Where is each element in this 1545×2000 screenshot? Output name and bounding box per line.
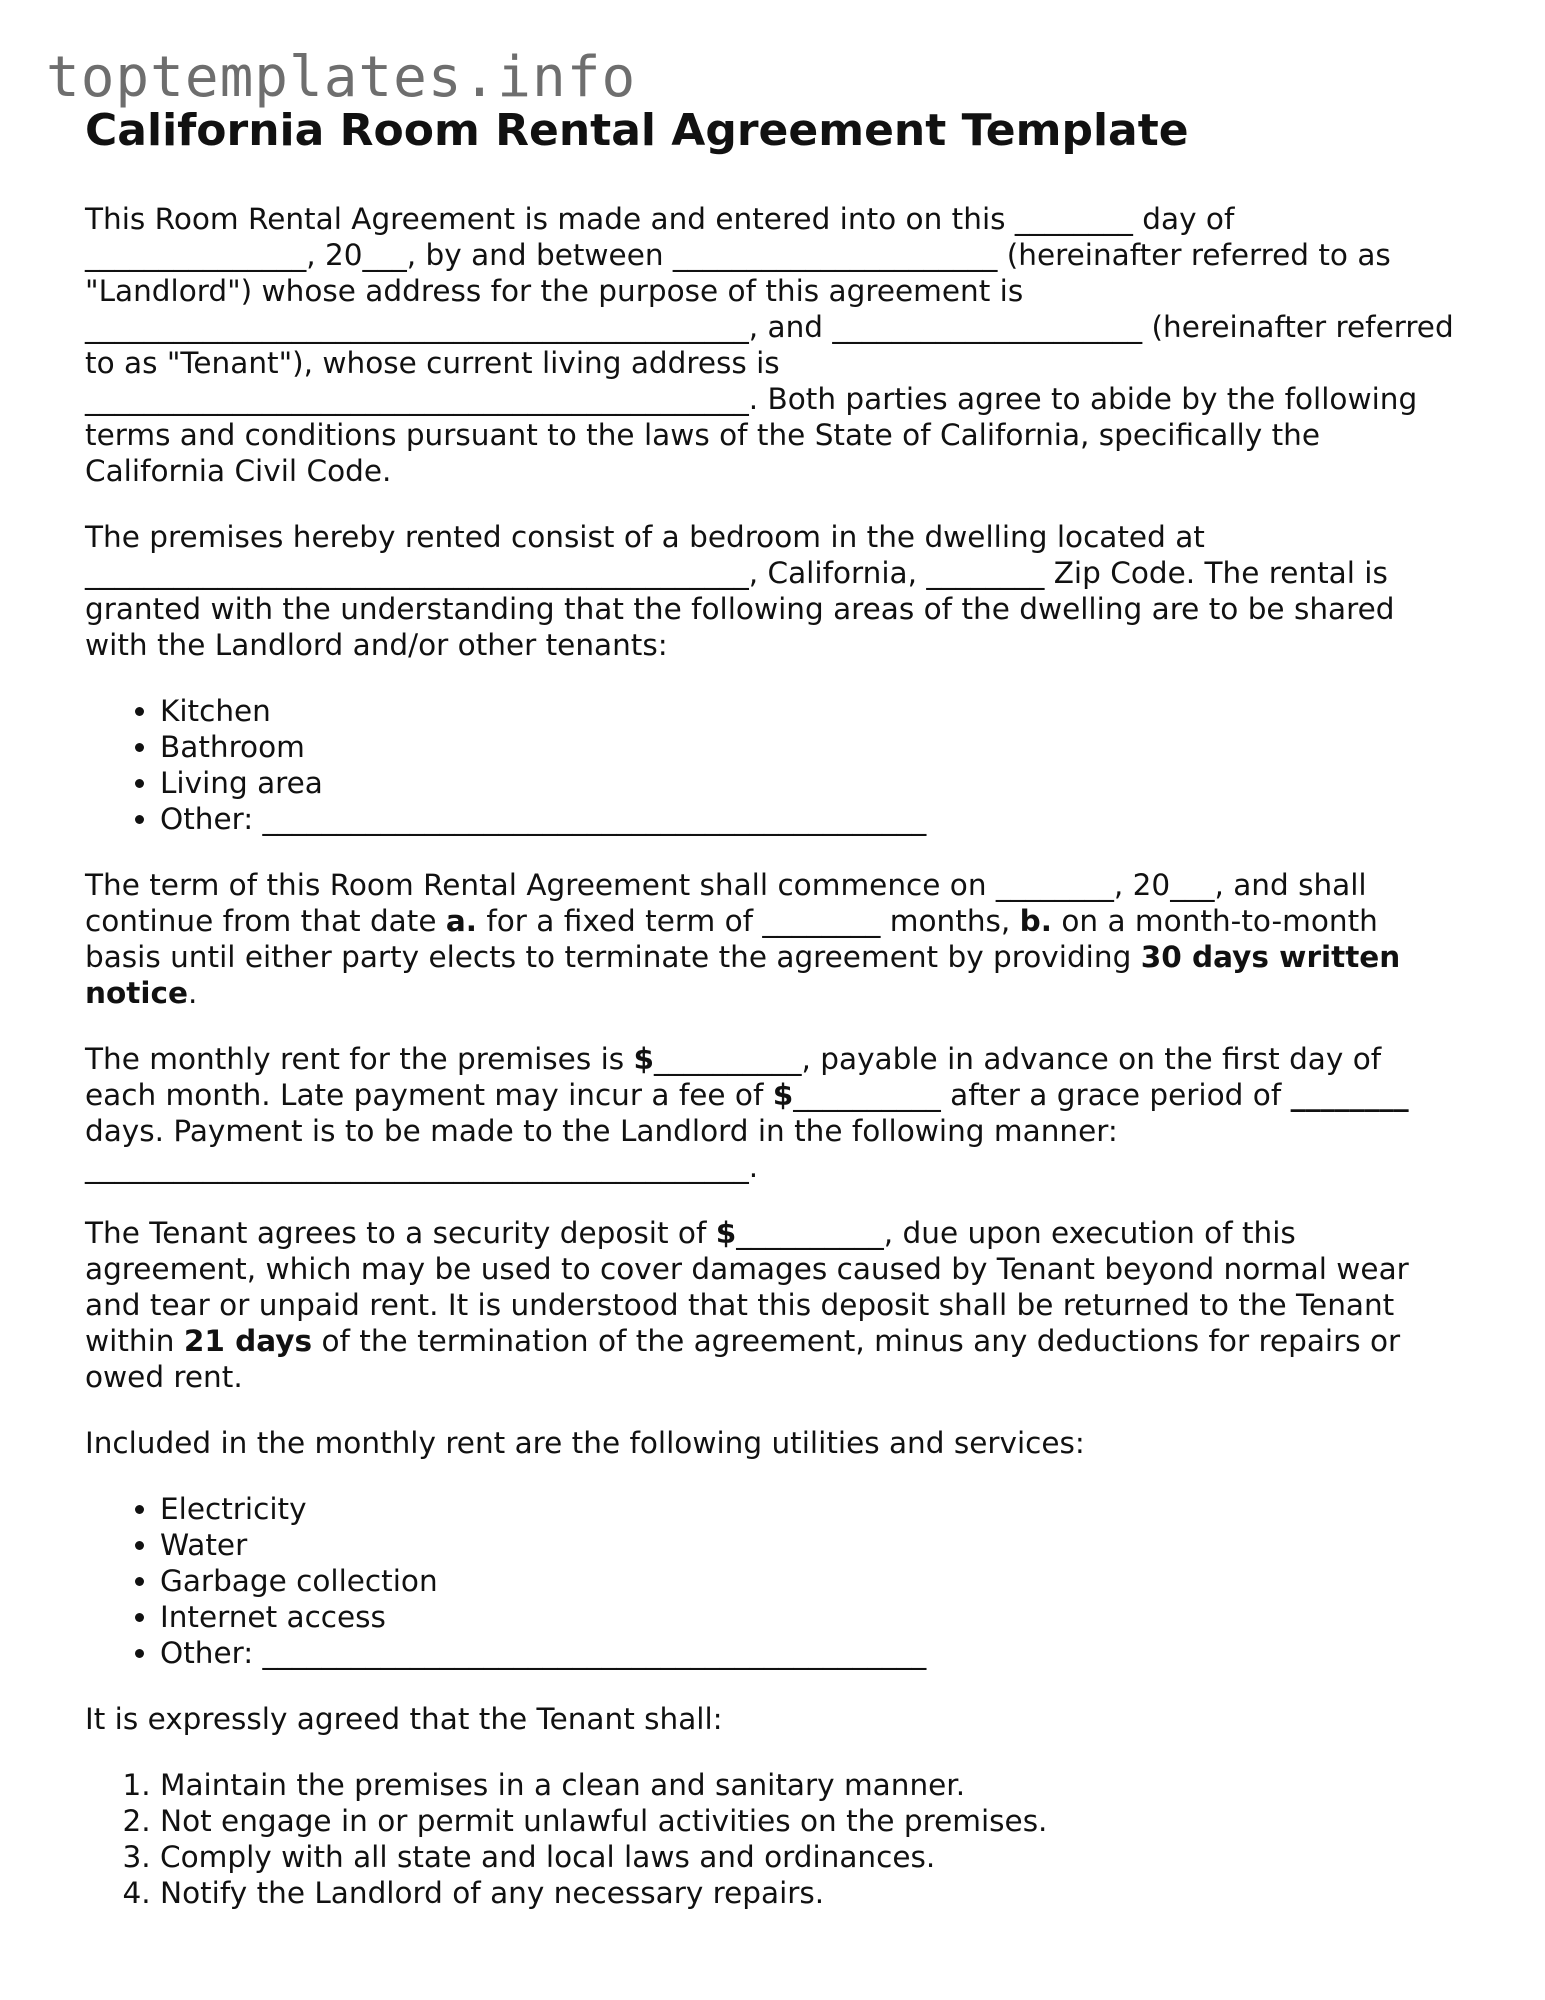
deposit-text: __________, due upon execution of this agreement, which may be used to cover damages caused by Tenant beyond normal wear and tear or unpaid rent. It is understood that this deposit shall be returned to the Tenant within (85, 1216, 1409, 1358)
rent-text: days. Payment is to be made to the Landlord in the following manner: _____________________________________________. (85, 1114, 1118, 1184)
list-item: • Other: _____________________________________________ (160, 1635, 1455, 1671)
document-title: California Room Rental Agreement Template (85, 105, 1189, 156)
term-paragraph (85, 867, 1455, 1011)
deposit-paragraph (85, 1215, 1455, 1395)
term-text: . (187, 976, 198, 1010)
grace-period-blank: ________ (1290, 1078, 1409, 1112)
list-item: • Other: _____________________________________________ (160, 801, 1455, 837)
rent-text: The monthly rent for the premises is (85, 1042, 634, 1076)
currency-symbol: $ (633, 1042, 655, 1076)
term-option-b: b. (1019, 904, 1052, 938)
currency-symbol: $ (715, 1216, 737, 1250)
intro-paragraph (85, 201, 1455, 489)
list-item: 1. Maintain the premises in a clean and sanitary manner. (160, 1767, 1455, 1803)
rent-paragraph (85, 1041, 1455, 1185)
deposit-return-period: 21 days (183, 1324, 313, 1358)
list-item: 4. Notify the Landlord of any necessary repairs. (160, 1875, 1455, 1911)
utilities-intro: Included in the monthly rent are the following utilities and services: (85, 1426, 1085, 1460)
document-page (85, 105, 1455, 1941)
rent-text: __________, payable in advance on the first day of each month. Late payment may incur a fee of (85, 1042, 1382, 1112)
list-item: • Bathroom (160, 729, 1455, 765)
premises-paragraph (85, 519, 1455, 663)
deposit-text: of the termination of the agreement, minus any deductions for repairs or owed rent. (85, 1324, 1401, 1394)
list-item: • Water (160, 1527, 1455, 1563)
shared-areas-list (85, 693, 1455, 837)
tenant-duties-intro: It is expressly agreed that the Tenant shall: (85, 1702, 723, 1736)
list-item: • Kitchen (160, 693, 1455, 729)
term-text: for a fixed term of ________ months, (476, 904, 1020, 938)
rent-text: __________ after a grace period of (793, 1078, 1291, 1112)
intro-text: This Room Rental Agreement is made and entered into on this ________ day of _______________, 20___, by and between ______________________ (hereinafter referred to as "Landlord") whose address for the purpose of this agreement is _____________________________________________, and _____________________ (hereinafter referred to as "Tenant"), whose current living address is _____________________________________________. Both parties agree to abide by the following terms and conditions pursuant to the laws of the State of California, specifically the California Civil Code. (85, 202, 1454, 488)
list-item: • Garbage collection (160, 1563, 1455, 1599)
term-text: on a month-to-month basis until either party elects to terminate the agreement by providing (85, 904, 1378, 974)
list-item: • Electricity (160, 1491, 1455, 1527)
utilities-list (85, 1491, 1455, 1671)
tenant-duties-list (85, 1767, 1455, 1911)
watermark: toptemplates.info (46, 45, 637, 110)
list-item: • Living area (160, 765, 1455, 801)
list-item: 2. Not engage in or permit unlawful activities on the premises. (160, 1803, 1455, 1839)
notice-period: 30 days written notice (85, 940, 1401, 1010)
list-item: • Internet access (160, 1599, 1455, 1635)
term-option-a: a. (445, 904, 477, 938)
premises-text: The premises hereby rented consist of a bedroom in the dwelling located at _____________________________________________, California, ________ Zip Code. The rental is granted with the understanding that the following areas of the dwelling are to be shared with the Landlord and/or other tenants: (85, 520, 1395, 662)
list-item: 3. Comply with all state and local laws and ordinances. (160, 1839, 1455, 1875)
deposit-text: The Tenant agrees to a security deposit of (85, 1216, 716, 1250)
term-text: The term of this Room Rental Agreement shall commence on ________, 20___, and shall continue from that date (85, 868, 1367, 938)
currency-symbol: $ (772, 1078, 794, 1112)
